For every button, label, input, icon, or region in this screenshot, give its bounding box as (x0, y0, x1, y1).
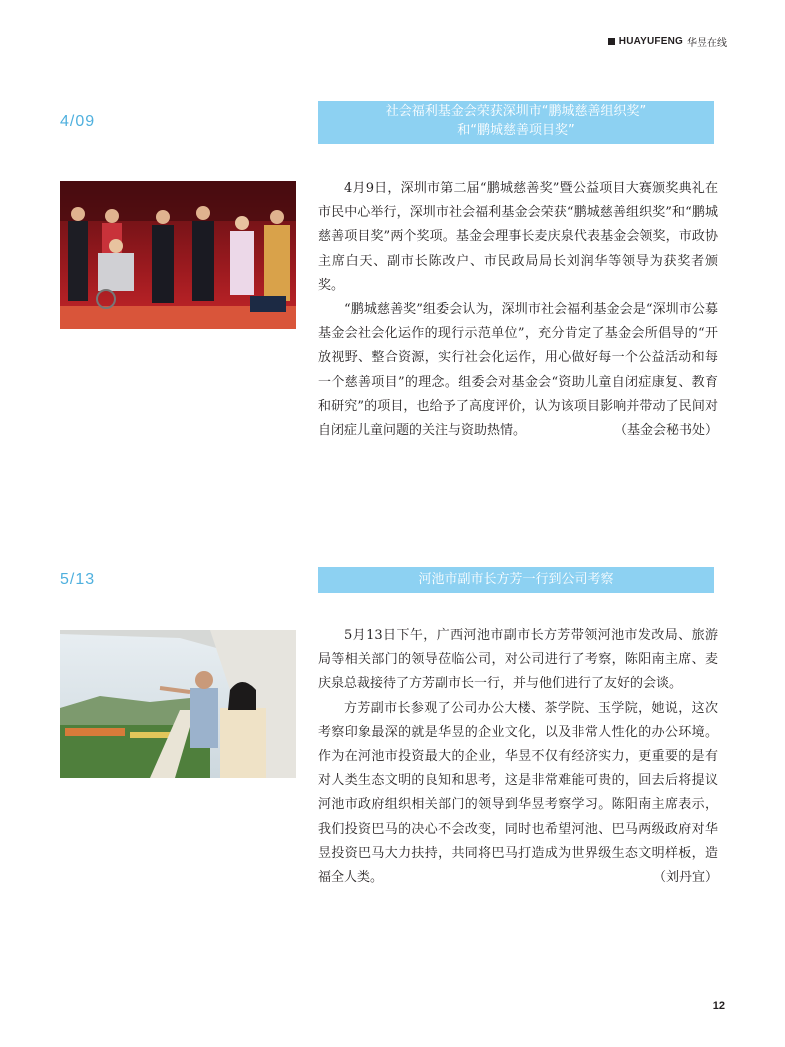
article-2-photo-balcony-visit (60, 630, 296, 778)
article-2-paragraph-1: 5月13日下午，广西河池市副市长方芳带领河池市发改局、旅游局等相关部门的领导莅临公司，对公司进行了考察，陈阳南主席、麦庆泉总裁接待了方芳副市长一行，并与他们进行了友好的会谈。 (318, 628, 718, 692)
brand-name-latin: HUAYUFENG (618, 36, 683, 47)
article-1-paragraph-2-text: “鹏城慈善奖”组委会认为，深圳市社会福利基金会是“深圳市公募基金会社会化运作的现行示范单位”，充分肯定了基金会所倡导的“开放视野、整合资源，实行社会化运作，用心做好每一个公益活动和每一个慈善项目”的理念。组委会对基金会“资助儿童自闭症康复、教育和研究”的项目，也给予了高度评价，认为该项目影响并带动了民间对自闭症儿童问题的关注与资助热情。 (318, 302, 718, 439)
page-number: 12 (712, 1000, 725, 1012)
article-1-paragraph-1: 4月9日，深圳市第二届“鹏城慈善奖”暨公益项目大赛颁奖典礼在市民中心举行，深圳市社会福利基金会荣获“鹏城慈善组织奖”和“鹏城慈善项目奖”两个奖项。基金会理事长麦庆泉代表基金会领奖，市政协主席白天、副市长陈改户、市民政局局长刘润华等领导为获奖者颁奖。 (318, 181, 718, 293)
article-1-headline (318, 101, 714, 144)
article-2-paragraph-2 (318, 697, 718, 891)
article-1-headline-line-2: 和“鹏城慈善项目奖” (457, 123, 575, 138)
article-1-body (318, 177, 718, 443)
article-2-headline-line-1: 河池市副市长方芳一行到公司考察 (418, 572, 614, 587)
article-1-date: 4/09 (60, 113, 96, 130)
article-2-byline: （刘丹宜） (652, 870, 718, 886)
article-2-date: 5/13 (60, 571, 96, 588)
article-1-photo-award-ceremony (60, 181, 296, 329)
brand-header (608, 34, 727, 49)
article-2-paragraph-2-text: 方芳副市长参观了公司办公大楼、茶学院、玉学院，她说，这次考察印象最深的就是华昱的企业文化，以及非常人性化的办公环境。作为在河池市投资最大的企业，华昱不仅有经济实力，更重要的是有对人类生态文明的良知和思考，这是非常难能可贵的，回去后将提议河池市政府组织相关部门的领导到华昱考察学习。陈阳南主席表示，我们投资巴马的决心不会改变，同时也希望河池、巴马两级政府对华昱投资巴马大力扶持，共同将巴马打造成为世界级生态文明样板，造福全人类。 (318, 700, 718, 886)
article-2-headline (318, 567, 714, 593)
brand-square-icon (608, 38, 615, 45)
article-2-body (318, 624, 718, 890)
article-1-byline: （基金会秘书处） (613, 423, 718, 439)
brand-name-chinese: 华昱在线 (687, 38, 727, 49)
article-1-headline-line-1: 社会福利基金会荣获深圳市“鹏城慈善组织奖” (385, 104, 647, 119)
article-1-paragraph-2 (318, 298, 718, 443)
